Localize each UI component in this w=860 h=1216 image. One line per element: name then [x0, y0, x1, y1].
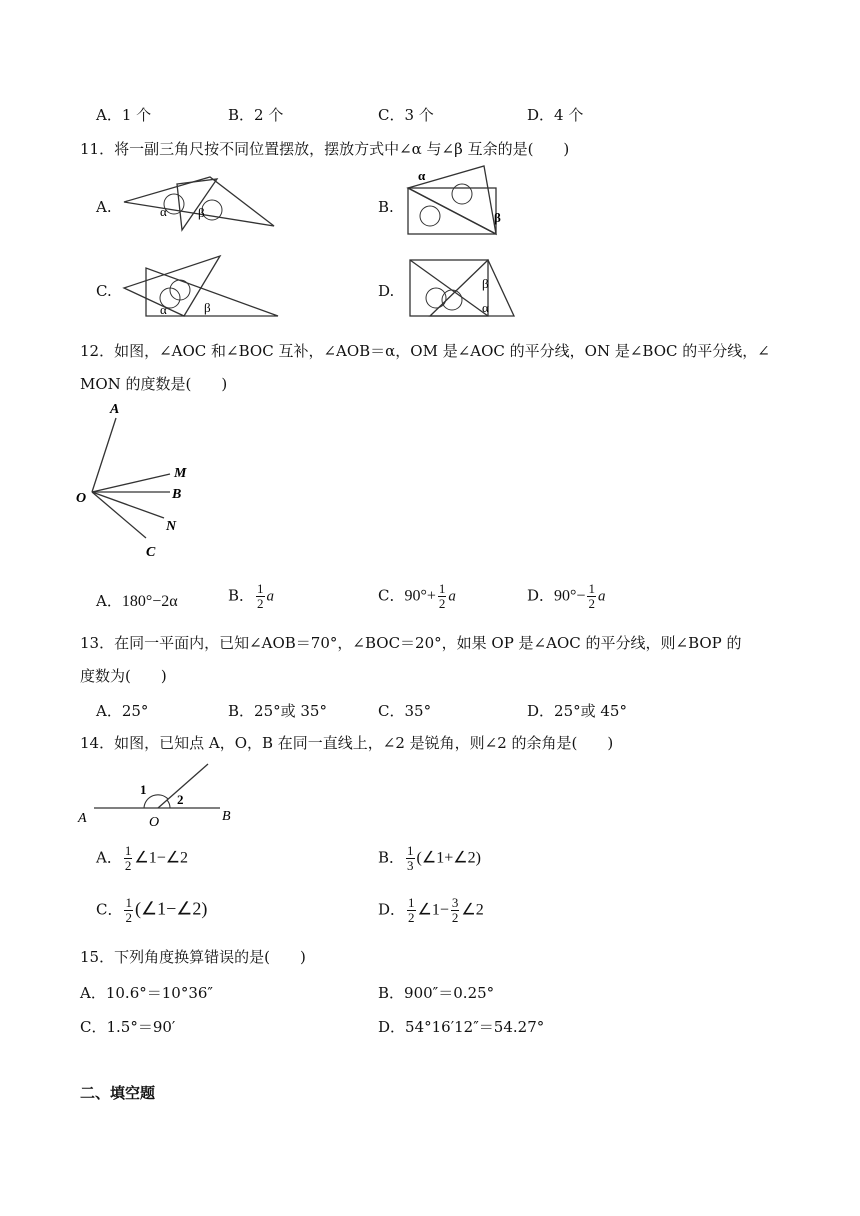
q15-option-a: A．10.6°＝10°36″ [80, 984, 214, 1002]
q11c-beta: β [204, 300, 211, 315]
q11a-alpha: α [160, 204, 167, 219]
q11d-alpha: α [482, 300, 489, 315]
q13-option-c: C．35° [378, 702, 432, 720]
q13-stem-line1: 13．在同一平面内，已知∠AOB＝70°，∠BOC＝20°，如果 OP 是∠AOC 的平分线，则∠BOP 的 [80, 634, 742, 652]
q12-label-m: M [174, 466, 187, 481]
q13-option-b: B．25°或 35° [228, 702, 327, 720]
q11-figure-d [408, 258, 518, 320]
q15-option-d: D．54°16′12″＝54.27° [378, 1018, 545, 1036]
q11-figure-b [406, 162, 506, 238]
q15-option-b: B．900″＝0.25° [378, 984, 495, 1002]
q14-stem: 14．如图，已知点 A，O，B 在同一直线上，∠2 是锐角，则∠2 的余角是( ) [80, 734, 614, 752]
q12-label-b: B [172, 487, 182, 502]
q13-option-d: D．25°或 45° [527, 702, 627, 720]
q11-figure-c [122, 254, 282, 320]
q12-option-b: B． $\frac{1}{2}$ a [228, 581, 275, 611]
q11-figure-a [122, 172, 277, 234]
q15-option-c: C．1.5°＝90′ [80, 1018, 176, 1036]
q14-option-b: B． $\frac{1}{3}$ (∠1+∠2) [378, 843, 481, 873]
q15-stem: 15．下列角度换算错误的是( ) [80, 948, 306, 966]
q12-figure [74, 398, 214, 568]
q11b-beta: β [494, 210, 501, 225]
q11a-beta: β [198, 205, 205, 220]
q12-label-c: C [146, 545, 156, 560]
q12-label-a: A [110, 402, 120, 417]
q14-option-c: C． $\frac{1}{2}$ (∠1−∠2) [96, 895, 208, 925]
q12-option-d: D．90°− $\frac{1}{2}$ a [527, 581, 606, 611]
q14-label-a: A [78, 811, 87, 826]
q13-option-a: A．25° [96, 702, 149, 720]
q10-option-b: B．2 个 [228, 106, 284, 124]
q11-label-a: A. [96, 198, 112, 216]
q12-option-c: C．90°+ $\frac{1}{2}$ a [378, 581, 456, 611]
q14-option-a: A． $\frac{1}{2}$ ∠1−∠2 [96, 843, 189, 873]
q14-label-1: 1 [140, 782, 147, 797]
q11-label-b: B. [378, 198, 394, 216]
q11-label-c: C. [96, 282, 112, 300]
section-title-fill-blank: 二、填空题 [80, 1084, 156, 1102]
q11d-beta: β [482, 276, 489, 291]
q14-label-o: O [149, 815, 160, 830]
q10-option-d: D．4 个 [527, 106, 584, 124]
q11-stem: 11．将一副三角尺按不同位置摆放，摆放方式中∠α 与∠β 互余的是( ) [80, 140, 570, 158]
q12-option-a: A．180°−2α [96, 592, 178, 610]
q12-label-n: N [166, 519, 177, 534]
q11c-alpha: α [160, 302, 167, 317]
q14-label-2: 2 [177, 792, 184, 807]
q14-option-d: D． $\frac{1}{2}$ ∠1− $\frac{3}{2}$ ∠2 [378, 895, 484, 925]
q10-option-c: C．3 个 [378, 106, 434, 124]
q10-option-a: A．1 个 [96, 106, 152, 124]
q14-label-b: B [222, 809, 231, 824]
q11b-alpha: α [418, 168, 426, 183]
q13-stem-line2: 度数为( ) [80, 667, 167, 685]
q12-stem-line2: MON 的度数是( ) [80, 375, 228, 393]
q12-label-o: O [76, 491, 87, 506]
q12-stem-line1: 12．如图，∠AOC 和∠BOC 互补，∠AOB＝α，OM 是∠AOC 的平分线，ON 是∠BOC 的平分线，∠ [80, 342, 770, 360]
q11-label-d: D. [378, 282, 395, 300]
q14-figure [74, 760, 244, 830]
